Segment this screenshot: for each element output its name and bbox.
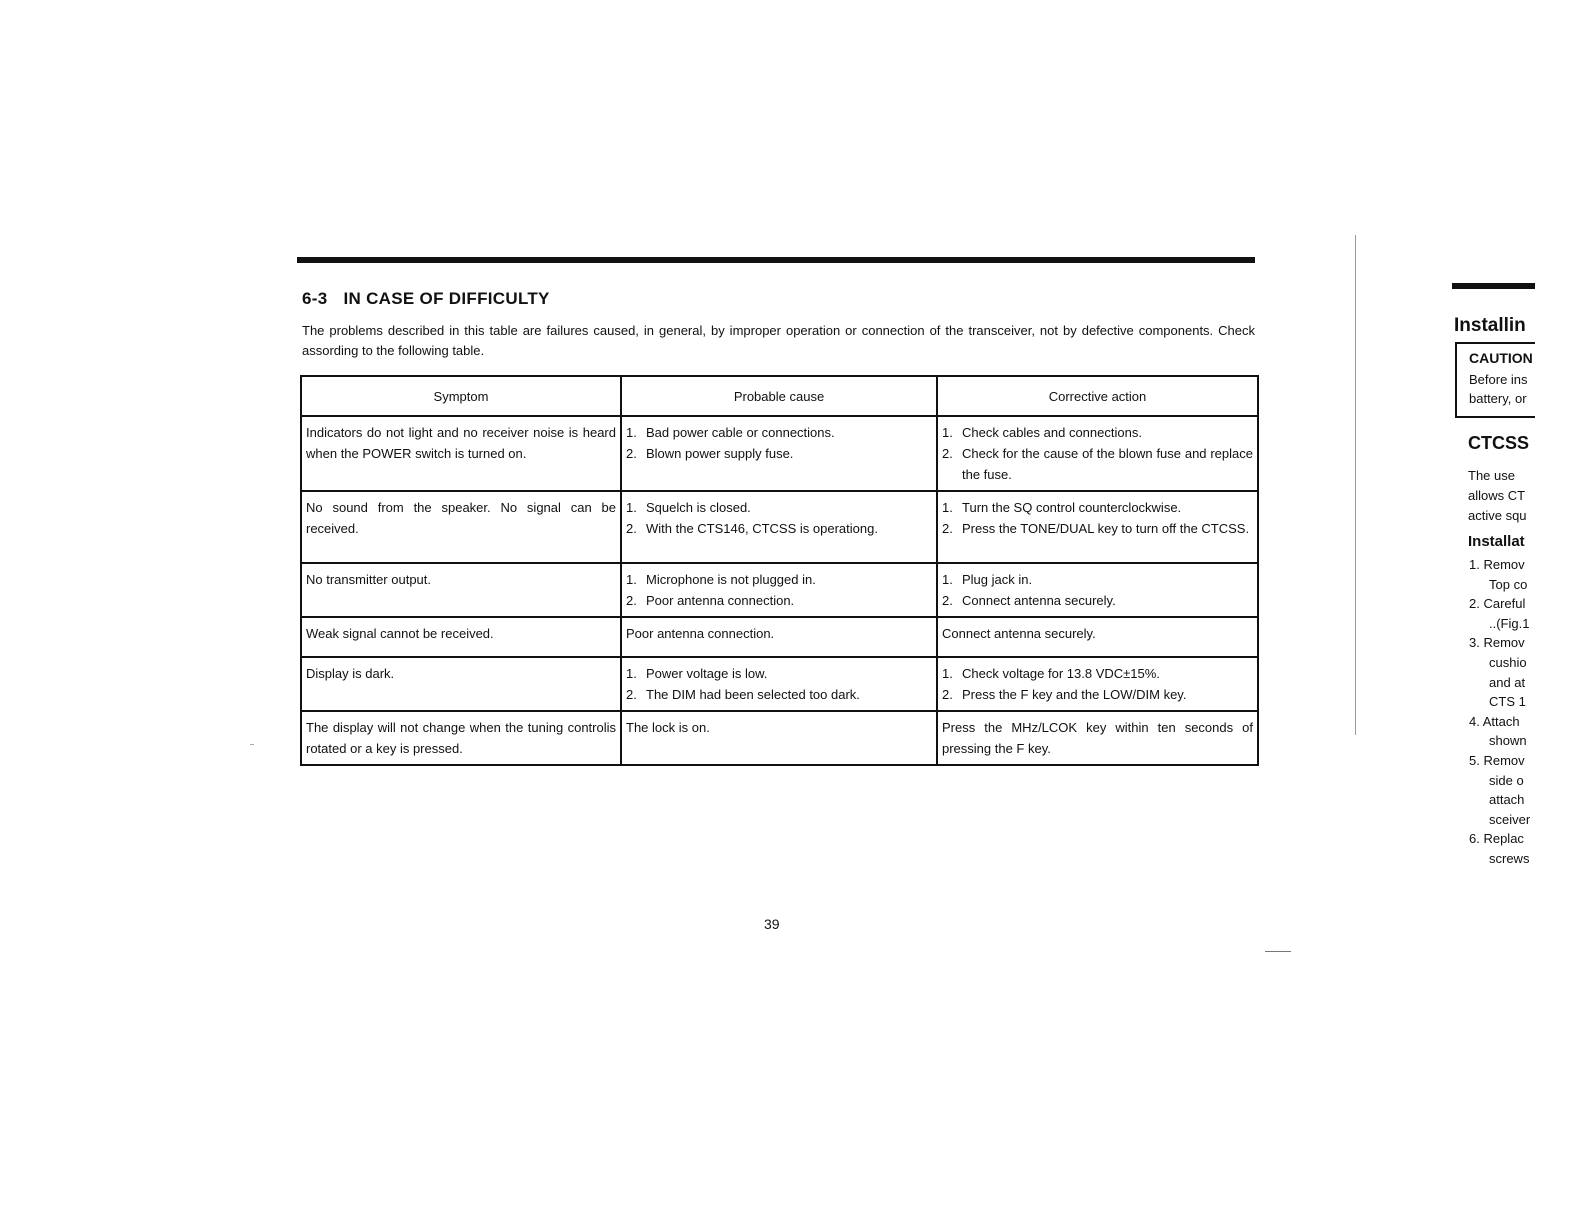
list-item: 1. Microphone is not plugged in. [626,572,816,587]
step-line: 4. Attach [1469,713,1520,729]
action-cell [937,491,1258,563]
paragraph-line: The use [1468,468,1515,483]
paragraph-line: active squ [1468,508,1527,523]
symptom-cell: Indicators do not light and no receiver noise is heard when the POWER switch is turned on. [301,416,621,491]
header-corrective-action: Corrective action [937,376,1258,416]
step-line: side o [1489,772,1524,788]
page-number: 39 [764,916,780,932]
action-cell [937,563,1258,617]
step-line: Top co [1489,576,1528,592]
list-item: 2. Connect antenna securely. [942,593,1116,608]
paragraph-line: allows CT [1468,488,1526,503]
symptom-cell: The display will not change when the tuning controlis rotated or a key is pressed. [301,711,621,765]
caution-text-line: battery, or [1469,391,1527,406]
step-line: 1. Remov [1469,557,1525,572]
adjacent-page-rule [1452,283,1535,289]
action-cell: Connect antenna securely. [937,617,1258,657]
adjacent-page-title: Installin [1454,315,1526,336]
step-line: screws [1489,850,1530,866]
cause-cell [621,657,937,711]
step-line: shown [1489,733,1527,749]
list-item: 2. Press the TONE/DUAL key to turn off the CTCSS. [942,521,1250,536]
list-item: 1. Power voltage is low. [626,666,768,681]
intro-paragraph: The problems described in this table are failures caused, in general, by improper operation or connection of the transceiver, not by defective components. Check assording to the following table. [302,323,1255,358]
caution-title: CAUTION [1469,350,1533,366]
section-top-rule [297,257,1255,263]
table-row [301,711,1258,765]
section-number: 6-3 [302,289,328,308]
cause-cell [621,563,937,617]
scan-mark [1265,951,1291,952]
list-item: 2. Poor antenna connection. [626,593,795,608]
list-item: 1. Plug jack in. [942,572,1033,587]
installation-steps [1469,555,1530,869]
cause-cell [621,416,937,491]
step-line: 5. Remov [1469,752,1525,768]
list-item: 2. Check for the cause of the blown fuse and replace the fuse. [942,446,1253,482]
action-cell [937,657,1258,711]
list-item: 1. Bad power cable or connections. [626,425,835,440]
symptom-cell: No sound from the speaker. No signal can be received. [301,491,621,563]
caution-box [1455,342,1535,418]
adjacent-page-fragment [1452,280,1535,880]
section-heading: IN CASE OF DIFFICULTY [343,289,550,308]
header-probable-cause: Probable cause [621,376,937,416]
list-item: 2. With the CTS146, CTCSS is operationg. [626,521,878,536]
step-line: 6. Replac [1469,831,1524,847]
cause-cell: Poor antenna connection. [621,617,937,657]
step-line: CTS 1 [1489,694,1526,710]
ctcss-paragraph [1468,466,1527,526]
action-cell [937,416,1258,491]
table-row [301,657,1258,711]
list-item: 1. Turn the SQ control counterclockwise. [942,500,1182,515]
cause-cell [621,491,937,563]
step-line: cushio [1489,654,1527,670]
symptom-cell: Display is dark. [301,657,621,711]
step-line: 2. Careful [1469,596,1526,612]
action-cell: Press the MHz/LCOK key within ten seconds of pressing the F key. [937,711,1258,765]
list-item: 1. Check cables and connections. [942,425,1142,440]
list-item: 1. Squelch is closed. [626,500,751,515]
table-row [301,563,1258,617]
table-row [301,617,1258,657]
caution-text-line: Before ins [1469,372,1528,387]
symptom-cell: No transmitter output. [301,563,621,617]
table-row [301,416,1258,491]
table-row [301,491,1258,563]
symptom-cell: Weak signal cannot be received. [301,617,621,657]
section-title [302,289,550,309]
step-line: sceiver [1489,811,1531,827]
list-item: 2. Press the F key and the LOW/DIM key. [942,687,1187,702]
step-line: and at [1489,674,1526,690]
list-item: 2. The DIM had been selected too dark. [626,687,860,702]
scan-mark [250,744,254,745]
step-line: ..(Fig.1 [1489,615,1530,631]
ctcss-heading: CTCSS [1468,433,1530,453]
page-gutter-line [1355,235,1356,735]
cause-cell: The lock is on. [621,711,937,765]
list-item: 1. Check voltage for 13.8 VDC±15%. [942,666,1160,681]
step-line: attach [1489,792,1525,808]
list-item: 2. Blown power supply fuse. [626,446,794,461]
installation-heading: Installat [1468,533,1525,550]
step-line: 3. Remov [1469,635,1525,651]
troubleshooting-table [300,375,1259,766]
table-header-row [301,376,1258,416]
header-symptom: Symptom [301,376,621,416]
